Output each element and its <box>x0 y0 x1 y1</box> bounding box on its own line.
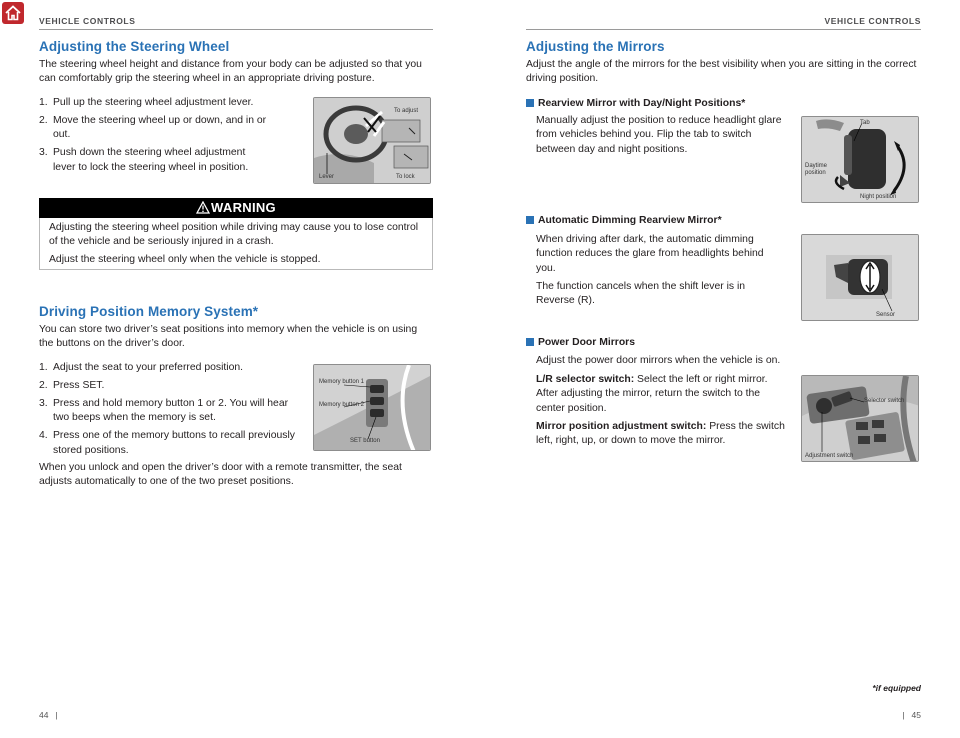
if-equipped-note: *if equipped <box>872 683 921 693</box>
bullet-square-icon <box>526 216 534 224</box>
adjustment-switch-label: Mirror position adjustment switch: <box>536 421 707 432</box>
steering-steps <box>39 96 267 179</box>
memory-section-title: Driving Position Memory System* <box>39 304 259 319</box>
list-item: 2. Move the steering wheel up or down, and in or out. <box>39 114 267 141</box>
right-header-rule <box>526 29 921 30</box>
auto-dimming-text-1: When driving after dark, the automatic dimming function reduces the glare from headlights behind you. <box>536 234 764 274</box>
memory-steps <box>39 361 297 461</box>
auto-dimming-heading: Automatic Dimming Rearview Mirror* <box>526 215 722 226</box>
list-item: 4. Press one of the memory buttons to recall previously stored positions. <box>39 430 295 456</box>
memory-button-2-label: Memory button 2 <box>319 402 365 408</box>
rearview-heading: Rearview Mirror with Day/Night Positions* <box>526 98 745 109</box>
list-item: 3. Press and hold memory button 1 or 2. You will hear two beeps when the memory is set. <box>39 397 289 424</box>
daytime-position-label: Daytime position <box>805 163 828 176</box>
rearview-mirror-figure <box>801 116 919 203</box>
list-item: 2. Press SET. <box>39 379 105 391</box>
steering-wheel-figure <box>313 97 431 184</box>
power-mirrors-text: Adjust the power door mirrors when the vehicle is on. <box>536 355 781 366</box>
lr-selector-text: L/R selector switch: Select the left or right mirror. After adjusting the mirror, return the switch to the center position. <box>536 374 768 414</box>
home-icon <box>2 2 24 24</box>
mirrors-intro: Adjust the angle of the mirrors for the best visibility when you are sitting in the correct driving position. <box>526 59 917 85</box>
power-mirror-switch-illustration <box>802 376 919 462</box>
lr-selector-label: L/R selector switch: <box>536 374 635 385</box>
warning-banner <box>39 198 433 218</box>
rearview-mirror-illustration <box>802 117 919 203</box>
tab-label: Tab <box>860 120 870 126</box>
to-adjust-label: To adjust <box>394 108 419 114</box>
auto-dimming-text-2: The function cancels when the shift lever is in Reverse (R). <box>536 281 746 307</box>
memory-outro: When you unlock and open the driver’s door with a remote transmitter, the seat adjusts automatically to one of the two preset positions. <box>39 462 402 488</box>
to-lock-label: To lock <box>396 174 415 180</box>
set-button-label: SET button <box>350 438 380 444</box>
rearview-text: Manually adjust the position to reduce headlight glare from vehicles behind you. Flip the tab to switch between day and night positions. <box>536 115 782 155</box>
lever-label: Lever <box>319 174 335 180</box>
page-number-left: 44 | <box>39 710 58 720</box>
left-header-rule <box>39 29 433 30</box>
memory-buttons-figure <box>313 364 431 451</box>
warning-text-1: Adjusting the steering wheel position while driving may cause you to lose control of the vehicle and be seriously injured in a crash. <box>49 222 419 248</box>
sensor-label: Sensor <box>876 312 896 318</box>
power-mirrors-heading: Power Door Mirrors <box>526 337 635 348</box>
list-item: 1. Pull up the steering wheel adjustment lever. <box>39 97 254 108</box>
list-item: 1. Adjust the seat to your preferred position. <box>39 362 244 373</box>
bullet-square-icon <box>526 99 534 107</box>
selector-switch-label: Selector switch <box>864 398 905 404</box>
mirrors-section-title: Adjusting the Mirrors <box>526 39 665 54</box>
auto-dimming-mirror-illustration <box>802 235 919 321</box>
left-page-header: VEHICLE CONTROLS <box>39 16 136 26</box>
warning-label: WARNING <box>211 200 276 215</box>
list-item: 3. Push down the steering wheel adjustment lever to lock the steering wheel in position. <box>39 147 249 173</box>
home-button[interactable] <box>2 2 24 24</box>
steering-section-title: Adjusting the Steering Wheel <box>39 39 230 54</box>
warning-text-2: Adjust the steering wheel only when the vehicle is stopped. <box>49 254 321 265</box>
warning-triangle-icon <box>196 201 210 214</box>
bullet-square-icon <box>526 338 534 346</box>
page-number-right: | 45 <box>902 710 921 720</box>
adjustment-switch-text: Mirror position adjustment switch: Press the switch left, right, up, or down to move the mirror. <box>536 421 785 447</box>
power-mirror-switch-figure <box>801 375 919 462</box>
night-position-label: Night position <box>860 194 897 200</box>
memory-intro: You can store two driver’s seat positions into memory when the vehicle is on using the buttons on the driver’s door. <box>39 324 418 350</box>
auto-dimming-mirror-figure <box>801 234 919 321</box>
adjustment-switch-figure-label: Adjustment switch <box>805 453 854 459</box>
right-page-header: VEHICLE CONTROLS <box>824 16 921 26</box>
memory-button-1-label: Memory button 1 <box>319 379 365 385</box>
steering-intro: The steering wheel height and distance from your body can be adjusted so that you can comfortably grip the steering wheel in an appropriate driving posture. <box>39 59 422 85</box>
